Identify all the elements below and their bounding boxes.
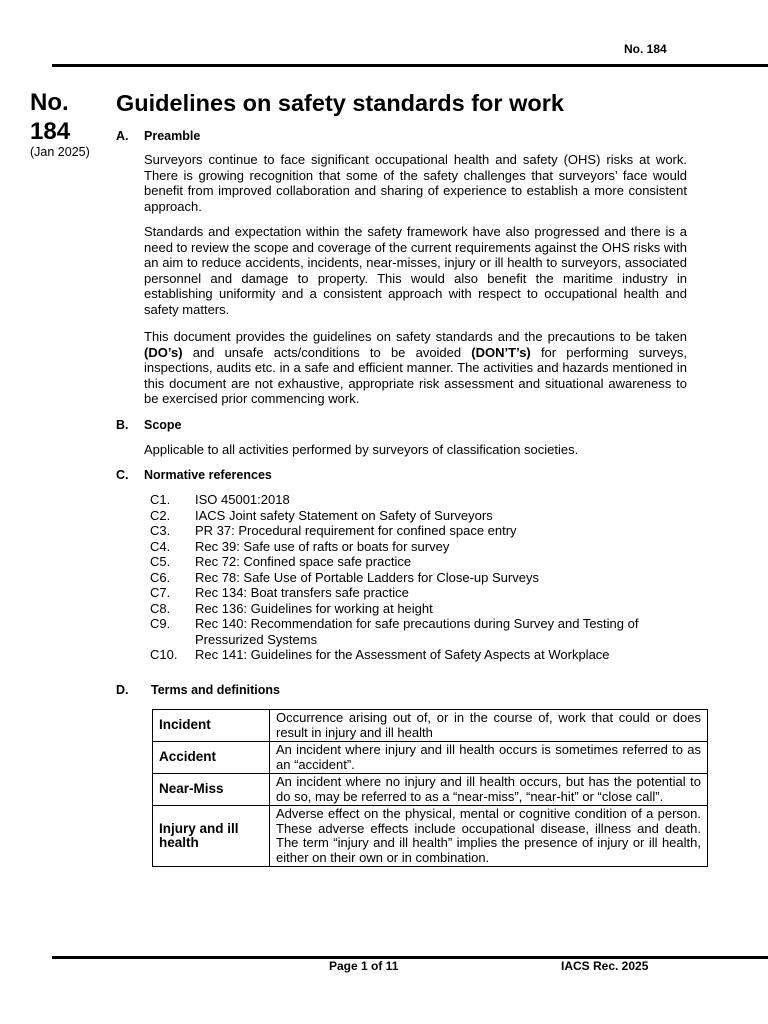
reference-item xyxy=(150,554,710,570)
reference-text: Rec 140: Recommendation for safe precautions during Survey and Testing of Pressurized Systems xyxy=(195,616,639,647)
section-c-heading xyxy=(116,468,272,482)
footer-rec-label: IACS Rec. 2025 xyxy=(561,959,649,973)
references-list xyxy=(150,492,710,663)
table-row xyxy=(153,774,708,806)
preamble-paragraph-1: Surveyors continue to face significant occupational health and safety (OHS) risks at work. There is growing recognition that some of the safety challenges that surveyors’ face would benefit from improved collaboration and sharing of experience to establish a more consistent approach. xyxy=(144,152,687,214)
reference-item xyxy=(150,492,710,508)
sidebar-document-number xyxy=(30,88,70,146)
section-letter: B. xyxy=(116,418,129,432)
reference-text: Rec 39: Safe use of rafts or boats for survey xyxy=(195,538,450,554)
reference-id: C8. xyxy=(150,600,171,616)
paragraph-text: and unsafe acts/conditions to be avoided xyxy=(182,344,472,360)
section-letter: A. xyxy=(116,129,129,143)
reference-item xyxy=(150,616,710,647)
preamble-paragraph-3 xyxy=(144,329,687,407)
reference-text: Rec 134: Boat transfers safe practice xyxy=(195,585,409,600)
definition-term: Injury and ill health xyxy=(153,806,270,867)
section-d-heading xyxy=(116,683,280,697)
section-title: Preamble xyxy=(144,129,201,143)
section-b-heading xyxy=(116,418,182,432)
definition-text: Occurrence arising out of, or in the course of, work that could or does result in injury and ill health xyxy=(270,710,708,742)
document-title: Guidelines on safety standards for work xyxy=(116,90,564,116)
reference-id: C4. xyxy=(150,538,171,554)
section-title: Normative references xyxy=(144,468,272,482)
reference-item xyxy=(150,585,710,601)
reference-item xyxy=(150,601,710,617)
paragraph-text: for performing surveys, inspections, audits etc. in a safe and efficient manner. The activities and hazards mentioned in this document are not exhaustive, appropriate risk assessment and situational awareness to be exercised prior commencing work. xyxy=(144,344,687,406)
footer-page-number: Page 1 of 11 xyxy=(329,959,399,973)
reference-id: C2. xyxy=(150,507,171,523)
section-letter: C. xyxy=(116,468,129,482)
section-letter: D. xyxy=(116,683,129,697)
reference-id: C10. xyxy=(150,647,178,662)
table-row xyxy=(153,742,708,774)
reference-item xyxy=(150,508,710,524)
paragraph-text: This document provides the guidelines on safety standards and the precautions to be taken xyxy=(144,329,687,344)
reference-id: C9. xyxy=(150,616,171,631)
reference-item xyxy=(150,570,710,586)
definition-text: An incident where injury and ill health occurs is sometimes referred to as an “accident”. xyxy=(270,742,708,774)
scope-paragraph: Applicable to all activities performed by surveyors of classification societies. xyxy=(144,442,579,457)
header-divider xyxy=(52,64,768,67)
definition-term: Accident xyxy=(153,742,270,774)
reference-text: PR 37: Procedural requirement for confined space entry xyxy=(195,523,517,538)
definitions-table xyxy=(152,709,708,867)
preamble-paragraph-2: Standards and expectation within the safety framework have also progressed and there is a need to review the scope and coverage of the current requirements against the OHS risks with an aim to reduce accidents, incidents, near-misses, injury or ill health to surveyors, associated personnel and damage to property. This would also benefit the maritime industry in establishing uniformity and a consistent approach with respect to occupational health and safety matters. xyxy=(144,224,687,317)
reference-text: Rec 136: Guidelines for working at height xyxy=(195,600,433,616)
section-title: Scope xyxy=(144,418,182,432)
reference-item xyxy=(150,539,710,555)
reference-text: Rec 72: Confined space safe practice xyxy=(195,554,412,569)
reference-text: Rec 78: Safe Use of Portable Ladders for Close-up Surveys xyxy=(195,569,539,585)
reference-item xyxy=(150,523,710,539)
definition-text: An incident where no injury and ill health occurs, but has the potential to do so, may be referred to as a “near-miss”, “near-hit” or “close call”. xyxy=(270,774,708,806)
sidebar-no-label: No. xyxy=(30,89,69,116)
definition-term: Near-Miss xyxy=(153,774,270,806)
reference-text: IACS Joint safety Statement on Safety of Surveyors xyxy=(195,507,493,523)
reference-text: ISO 45001:2018 xyxy=(195,492,290,507)
reference-id: C7. xyxy=(150,585,171,600)
definition-text: Adverse effect on the physical, mental or cognitive condition of a person. These adverse effects include occupational disease, illness and death. The term “injury and ill health” implies the presence of injury or ill health, either on their own or in combination. xyxy=(270,806,708,867)
reference-id: C6. xyxy=(150,569,171,585)
reference-item xyxy=(150,647,710,663)
sidebar-date: (Jan 2025) xyxy=(30,145,90,159)
reference-id: C3. xyxy=(150,523,171,538)
table-row xyxy=(153,710,708,742)
definition-term: Incident xyxy=(153,710,270,742)
dos-emphasis: (DO’s) xyxy=(144,344,183,360)
reference-text: Rec 141: Guidelines for the Assessment of Safety Aspects at Workplace xyxy=(195,647,610,662)
reference-id: C1. xyxy=(150,492,171,507)
donts-emphasis: (DON’T’s) xyxy=(471,344,531,360)
section-a-heading xyxy=(116,129,200,143)
sidebar-no-value: 184 xyxy=(30,118,71,145)
header-document-number: No. 184 xyxy=(624,42,667,56)
footer-divider xyxy=(52,956,768,959)
reference-id: C5. xyxy=(150,554,171,569)
table-row xyxy=(153,806,708,867)
section-title: Terms and definitions xyxy=(151,683,280,697)
